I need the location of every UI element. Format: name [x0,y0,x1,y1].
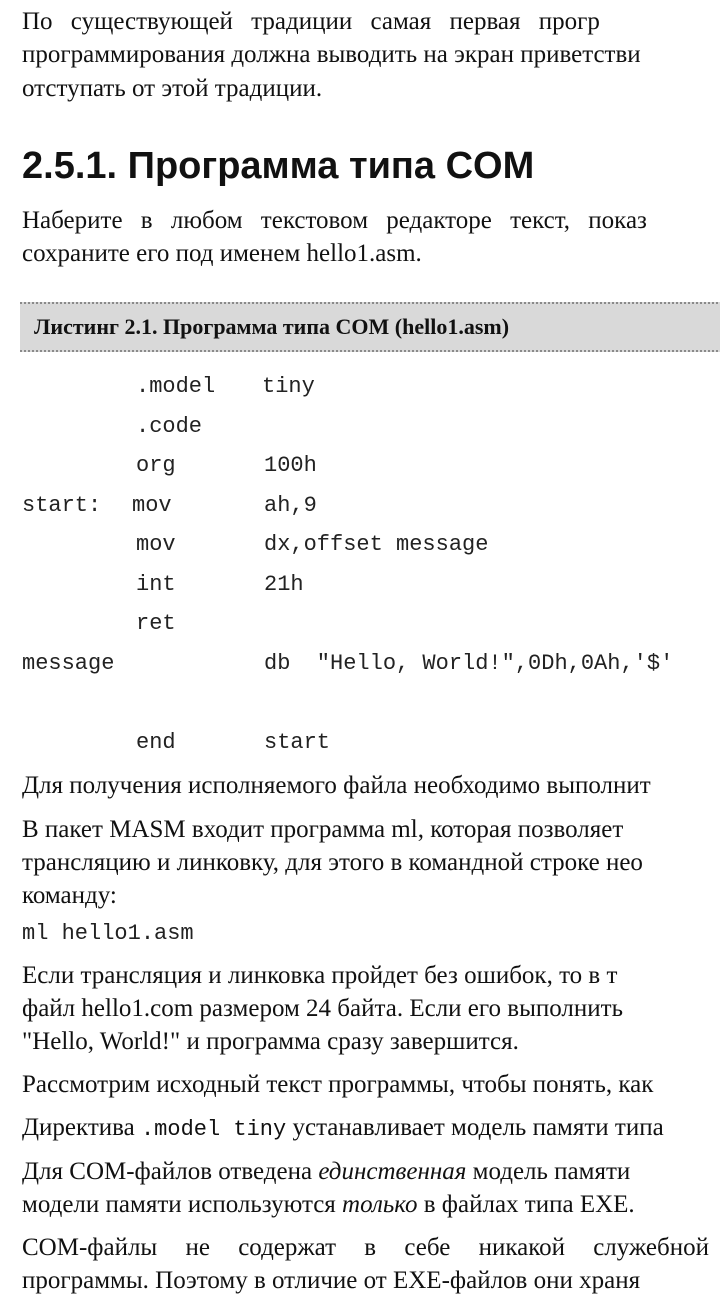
code-arg: 100h [264,453,317,478]
code-arg: dx,offset message [264,532,489,557]
code-arg: 21h [264,572,304,597]
inline-code: .model tiny [140,1117,287,1142]
code-op: int [136,572,176,597]
para4-line-1: Если трансляция и линковка пройдет без ошибок, то в т [22,962,618,989]
para7-text: в файлах типа EXE. [417,1191,635,1218]
emphasis: единственная [318,1158,467,1185]
para8-line-2: программы. Поэтому в отличие от EXE-файлов они храня [22,1267,641,1294]
para3-line-1: В пакет MASM входит программа ml, которая позволяет [22,816,624,843]
para3-line-2: трансляцию и линковку, для этого в командной строке нео [22,849,643,876]
code-arg: db "Hello, World!",0Dh,0Ah,'$' [264,651,674,676]
section-heading: 2.5.1. Программа типа COM [22,145,535,187]
para4-line-2: файл hello1.com размером 24 байта. Если его выполнить [22,995,623,1022]
command-line: ml hello1.asm [22,921,194,946]
para8-line-1: COM-файлы не содержат в себе никакой служебной [22,1234,709,1261]
emphasis: только [342,1191,418,1218]
para3-line-3: команду: [22,882,117,909]
para7-text: модели памяти используются [22,1191,343,1218]
para6-line [22,1112,664,1146]
code-label: message [22,651,115,676]
code-arg: tiny [262,374,315,399]
intro-line-1: По существующей традиции самая первая прогр [22,8,600,35]
intro-line-2: программирования должна выводить на экран приветстви [22,41,641,68]
para7-text: модель памяти [466,1158,631,1185]
para7-line-1 [22,1156,630,1188]
code-op: end [136,730,176,755]
para7-text: Для COM-файлов отведена [22,1158,319,1185]
code-op: ret [136,611,176,636]
listing-title: Листинг 2.1. Программа типа COM (hello1.asm) [34,314,510,339]
code-op: mov [136,532,176,557]
intro-line-3: отступать от этой традиции. [22,75,323,102]
code-op: .model [136,374,216,399]
code-arg: ah,9 [264,493,317,518]
code-op: org [136,453,176,478]
listing-title-bar [20,302,720,352]
code-arg: start [264,730,331,755]
para1-line-1: Наберите в любом текстовом редакторе текст, показ [22,207,647,234]
code-label: start: [22,493,102,518]
para4-line-3: "Hello, World!" и программа сразу завершится. [22,1028,519,1055]
para7-line-2 [22,1189,635,1221]
para6-post: устанавливает модель памяти типа [286,1114,664,1141]
para5-line: Рассмотрим исходный текст программы, чтобы понять, как [22,1071,654,1098]
para2-line: Для получения исполняемого файла необходимо выполнит [22,772,651,799]
code-op: .code [136,414,203,439]
code-op: mov [132,493,172,518]
para1-line-2: сохраните его под именем hello1.asm. [22,240,422,267]
para6-pre: Директива [22,1114,141,1141]
